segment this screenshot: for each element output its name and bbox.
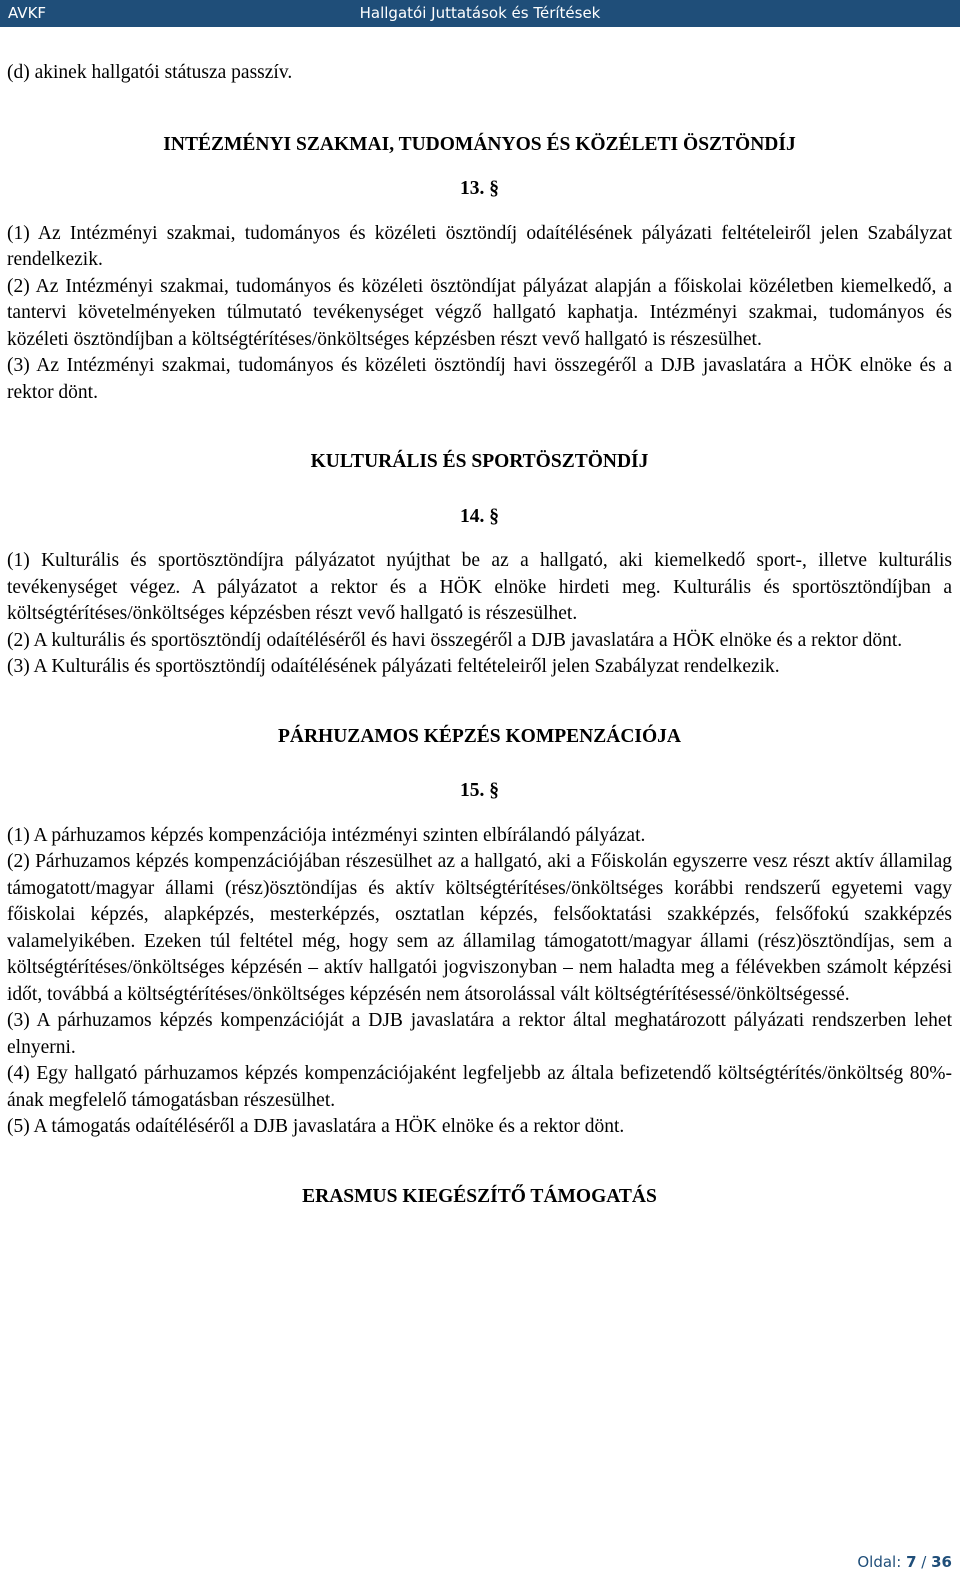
section-number: 15. §: [460, 780, 499, 801]
page-total: 36: [931, 1553, 952, 1571]
page-current: 7: [906, 1553, 917, 1571]
paragraph: (3) A párhuzamos képzés kompenzációját a DJB javaslatára a rektor által meghatározott pályázati rendszerben lehet elnyerni.: [7, 1010, 952, 1058]
footer-label: Oldal:: [857, 1553, 902, 1571]
paragraph: (2) Az Intézményi szakmai, tudományos és közéleti ösztöndíjat pályázat alapján a főiskolai közéletben kiemelkedő, a tantervi követelményeken túlmutató tevékenységet végző hallgató kaphatja. Intézményi szakmai, tudományos és közéleti ösztöndíjban a költségtérítéses/önköltséges képzésben részt vevő hallgató is részesülhet.: [7, 275, 952, 350]
document-body: [7, 60, 952, 1210]
page-separator: /: [921, 1553, 927, 1571]
section-title: INTÉZMÉNYI SZAKMAI, TUDOMÁNYOS ÉS KÖZÉLETI ÖSZTÖNDÍJ: [163, 133, 796, 155]
paragraph: (2) Párhuzamos képzés kompenzációjában részesülhet az a hallgató, aki a Főiskolán egyszerre vesz részt aktív államilag támogatott/magyar állami (rész)ösztöndíjas és aktív költségtérítéses/önköltséges korábbi rendszerű egyetemi vagy főiskolai képzés, alapképzés, mesterképzés, osztatlan képzés, felsőoktatási szakképzés, felsőfokú szakképzés valamelyikében. Ezeken túl feltétel még, hogy sem az államilag támogatott/magyar állami (rész)ösztöndíjas, sem a költségtérítéses/önköltséges képzésén – aktív hallgatói jogviszonyban – nem haladta meg a félévekben számolt képzési időt, továbbá a költségtérítéses/önköltséges képzésén nem átsorolással vált költségtérítésessé/önköltségessé.: [7, 851, 952, 1005]
header-left: AVKF: [8, 4, 47, 22]
section-number: 14. §: [460, 505, 499, 527]
paragraph: (1) Kulturális és sportösztöndíjra pályázatot nyújthat be az a hallgató, aki kiemelkedő sport-, illetve kulturális tevékenységet végez. A pályázatot a rektor és a HÖK elnöke hirdeti meg. Kulturális és sportösztöndíjban a költségtérítéses/önköltséges képzésben részt vevő hallgató is részesülhet.: [7, 550, 952, 624]
section-title: KULTURÁLIS ÉS SPORTÖSZTÖNDÍJ: [310, 451, 649, 472]
paragraph: (4) Egy hallgató párhuzamos képzés kompenzációjaként legfeljebb az általa befizetendő költségtérítés/önköltség 80%-ának megfelelő támogatásban részesülhet.: [7, 1063, 952, 1111]
header-title: Hallgatói Juttatások és Térítések: [359, 4, 601, 22]
paragraph: (d) akinek hallgatói státusza passzív.: [7, 62, 293, 83]
paragraph: (2) A kulturális és sportösztöndíj odaítéléséről és havi összegéről a DJB javaslatára a HÖK elnöke és a rektor dönt.: [7, 629, 903, 651]
page-header: [0, 0, 960, 27]
section-title: PÁRHUZAMOS KÉPZÉS KOMPENZÁCIÓJA: [277, 725, 682, 747]
paragraph: (3) A Kulturális és sportösztöndíj odaítélésének pályázati feltételeiről jelen Szabályzat rendelkezik.: [7, 656, 780, 677]
section-number: 13. §: [460, 178, 499, 199]
paragraph: (5) A támogatás odaítéléséről a DJB javaslatára a HÖK elnöke és a rektor dönt.: [7, 1116, 625, 1137]
page-footer: [857, 1553, 952, 1571]
paragraph: (1) Az Intézményi szakmai, tudományos és közéleti ösztöndíj odaítélésének pályázati feltételeiről jelen Szabályzat rendelkezik.: [7, 222, 952, 270]
paragraph: (1) A párhuzamos képzés kompenzációja intézményi szinten elbírálandó pályázat.: [7, 824, 646, 846]
paragraph: (3) Az Intézményi szakmai, tudományos és közéleti ösztöndíj havi összegéről a DJB javaslatára a HÖK elnöke és a rektor dönt.: [7, 355, 952, 403]
section-title: ERASMUS KIEGÉSZÍTŐ TÁMOGATÁS: [302, 1185, 657, 1207]
